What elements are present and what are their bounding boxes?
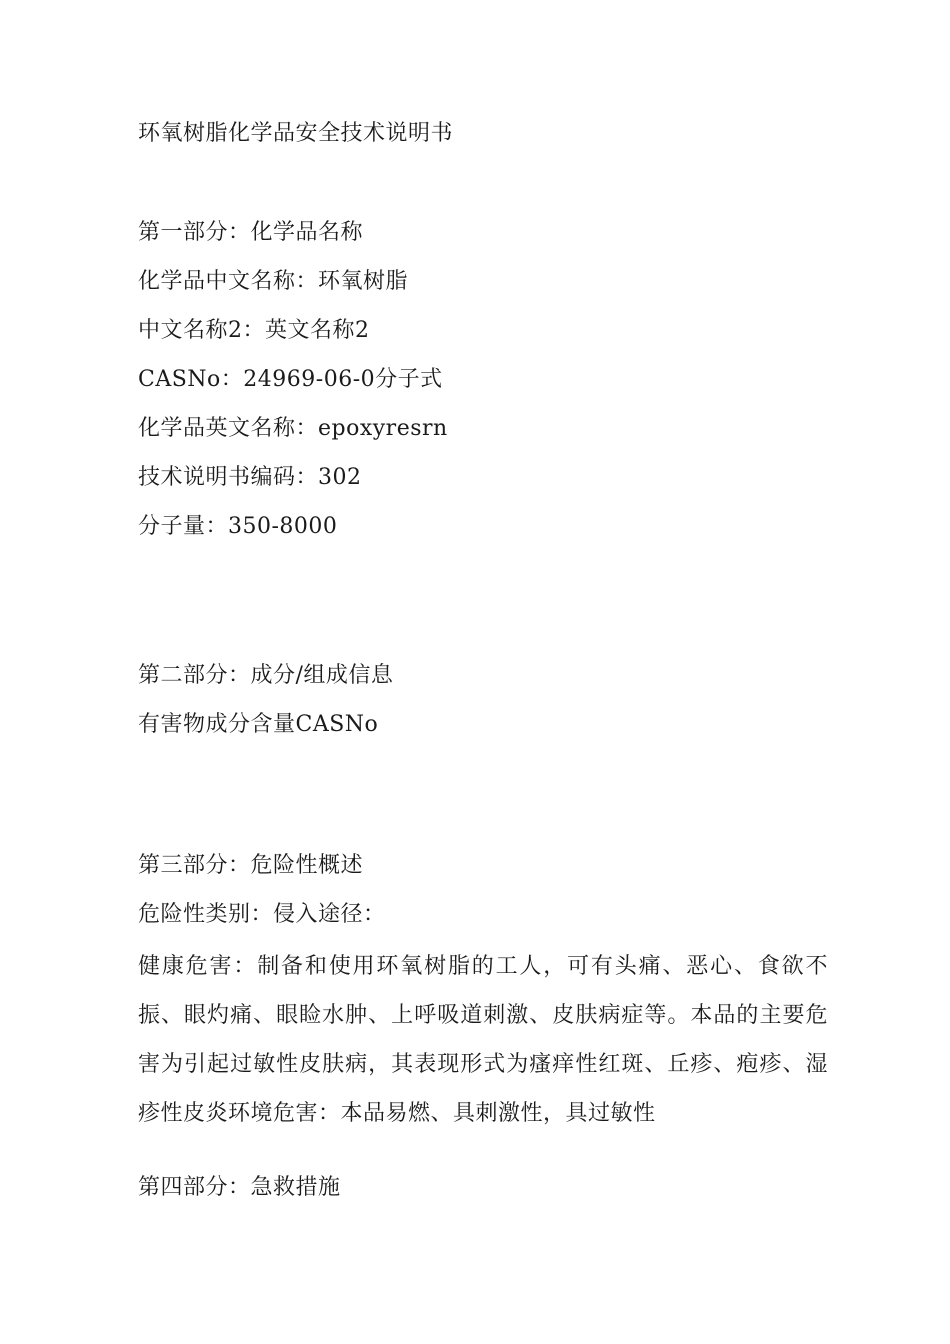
section1-heading: 第一部分：化学品名称 <box>138 220 364 245</box>
en-name-line: 化学品英文名称：epoxyresrn <box>138 416 448 441</box>
mol-weight-line: 分子量：350-8000 <box>138 514 338 539</box>
section3-heading: 第三部分：危险性概述 <box>138 853 364 878</box>
health-hazard-paragraph: 健康危害：制备和使用环氧树脂的工人，可有头痛、恶心、食欲不振、眼灼痛、眼睑水肿、上呼吸道刺激、皮肤病症等。本品的主要危害为引起过敏性皮肤病，其表现形式为瘙痒性红斑、丘疹、疱疹、湿疹性皮炎环境危害：本品易燃、具刺激性，具过敏性 <box>138 954 828 1126</box>
section2-heading: 第二部分：成分/组成信息 <box>138 663 394 688</box>
cn-name-line: 化学品中文名称：环氧树脂 <box>138 269 409 294</box>
document-title: 环氧树脂化学品安全技术说明书 <box>138 121 454 146</box>
section4-heading: 第四部分：急救措施 <box>138 1175 341 1200</box>
hazard-class-line: 危险性类别：侵入途径： <box>138 902 386 927</box>
section2-content: 有害物成分含量CASNo <box>138 712 379 737</box>
spec-code-line: 技术说明书编码：302 <box>138 465 362 490</box>
alt-names-line: 中文名称2：英文名称2 <box>138 318 370 343</box>
cas-line: CASNo：24969-06-0分子式 <box>138 367 443 392</box>
